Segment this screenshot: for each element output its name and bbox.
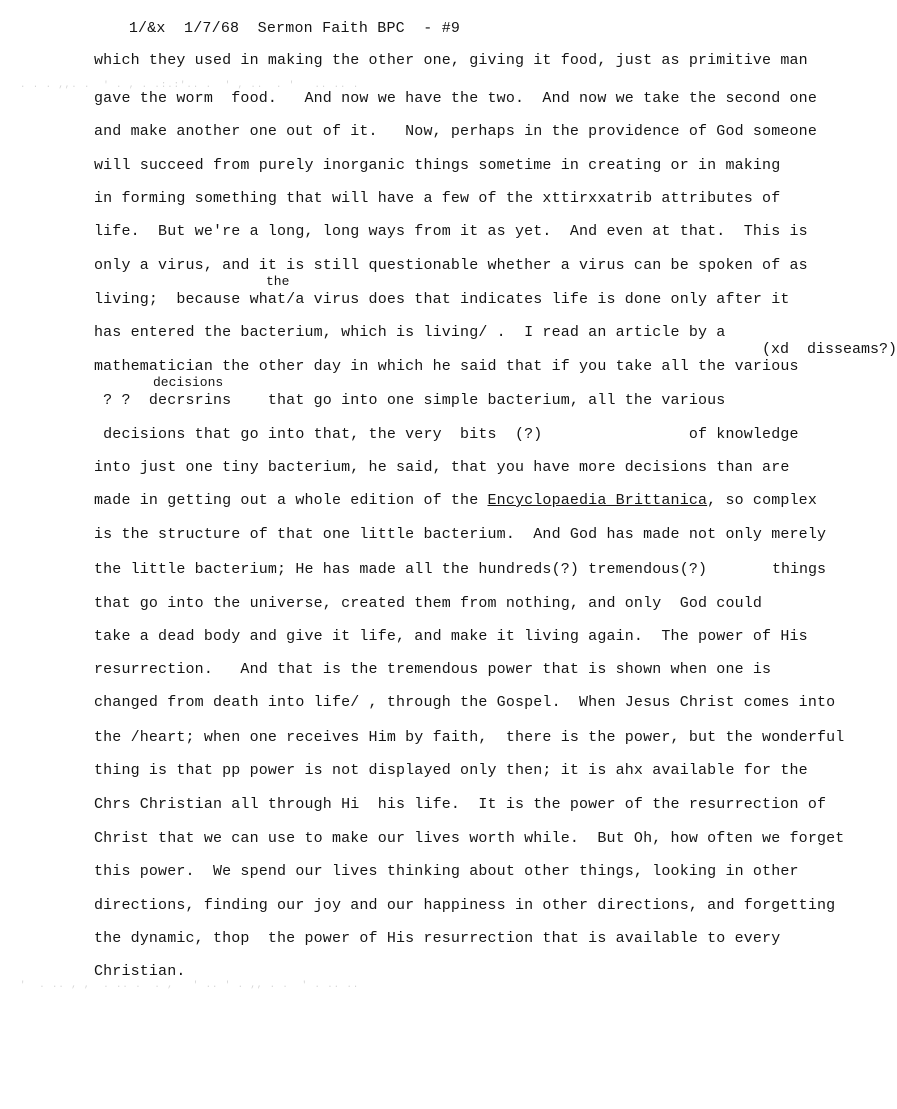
text-line: the dynamic, thop the power of His resurrection that is available to every: [94, 930, 781, 947]
text-line-end: , so complex: [707, 492, 817, 509]
text-line: directions, finding our joy and our happiness in other directions, and forgetting: [94, 897, 836, 914]
text-line: ? ? decrsrins that go into one simple bacterium, all the various: [94, 392, 726, 409]
document-header: [92, 3, 460, 54]
text-line-start: made in getting out a whole edition of the: [94, 492, 488, 509]
text-line: that go into the universe, created them from nothing, and only God could: [94, 595, 763, 612]
header-title: Sermon Faith BPC: [257, 20, 405, 37]
text-line: the little bacterium; He has made all the hundreds(?) tremendous(?): [94, 561, 708, 578]
margin-note: things: [772, 561, 827, 578]
interlinear-insertion: decisions: [153, 375, 224, 390]
header-page-number: - #9: [423, 20, 461, 37]
text-line: is the structure of that one little bacterium. And God has made not only merely: [94, 526, 827, 543]
text-line: which they used in making the other one, giving it food, just as primitive man: [94, 52, 808, 69]
text-line: life. But we're a long, long ways from it as yet. And even at that. This is: [94, 223, 808, 240]
text-line: take a dead body and give it life, and make it living again. The power of His: [94, 628, 808, 645]
margin-note: (xd disseams?): [762, 341, 897, 358]
text-line: this power. We spend our lives thinking about other things, looking in other: [94, 863, 799, 880]
text-line: mathematician the other day in which he said that if you take all the various: [94, 358, 799, 375]
text-line: Christ that we can use to make our lives worth while. But Oh, how often we forget: [94, 830, 845, 847]
text-line: in forming something that will have a few of the xttirxxatrib attributes of: [94, 190, 781, 207]
book-title: Encyclopaedia Brittanica: [487, 492, 708, 509]
text-line: decisions that go into that, the very bits (?) of knowledge: [94, 426, 799, 443]
text-line: changed from death into life/ , through the Gospel. When Jesus Christ comes into: [94, 694, 836, 711]
text-line: [94, 492, 817, 509]
text-line: into just one tiny bacterium, he said, that you have more decisions than are: [94, 459, 790, 476]
text-line: thing is that pp power is not displayed only then; it is ahx available for the: [94, 762, 808, 779]
text-line: and make another one out of it. Now, perhaps in the providence of God someone: [94, 123, 817, 140]
bleed-through-text: . . . ,,. . ' . , . .:.:'.. . ' , .. . ' .. .. .: [20, 80, 360, 90]
header-date: 1/7/68: [184, 20, 240, 37]
text-line: has entered the bacterium, which is living/ . I read an article by a: [94, 324, 726, 341]
header-crossed-text: 1/&x: [128, 20, 166, 37]
text-line: will succeed from purely inorganic things sometime in creating or in making: [94, 157, 781, 174]
bleed-through-text: ' . .. , , . .. . . , ' .. ' . ,, . . ' . .. ..: [20, 980, 360, 990]
text-line: only a virus, and it is still questionable whether a virus can be spoken of as: [94, 257, 808, 274]
text-line: resurrection. And that is the tremendous power that is shown when one is: [94, 661, 772, 678]
text-line: Christian.: [94, 963, 186, 980]
text-line: gave the worm food. And now we have the two. And now we take the second one: [94, 90, 817, 107]
text-line: the /heart; when one receives Him by faith, there is the power, but the wonderful: [94, 729, 845, 746]
text-line: living; because what/a virus does that indicates life is done only after it: [94, 291, 790, 308]
interlinear-insertion: the: [266, 274, 290, 289]
text-line: Chrs Christian all through Hi his life. It is the power of the resurrection of: [94, 796, 827, 813]
